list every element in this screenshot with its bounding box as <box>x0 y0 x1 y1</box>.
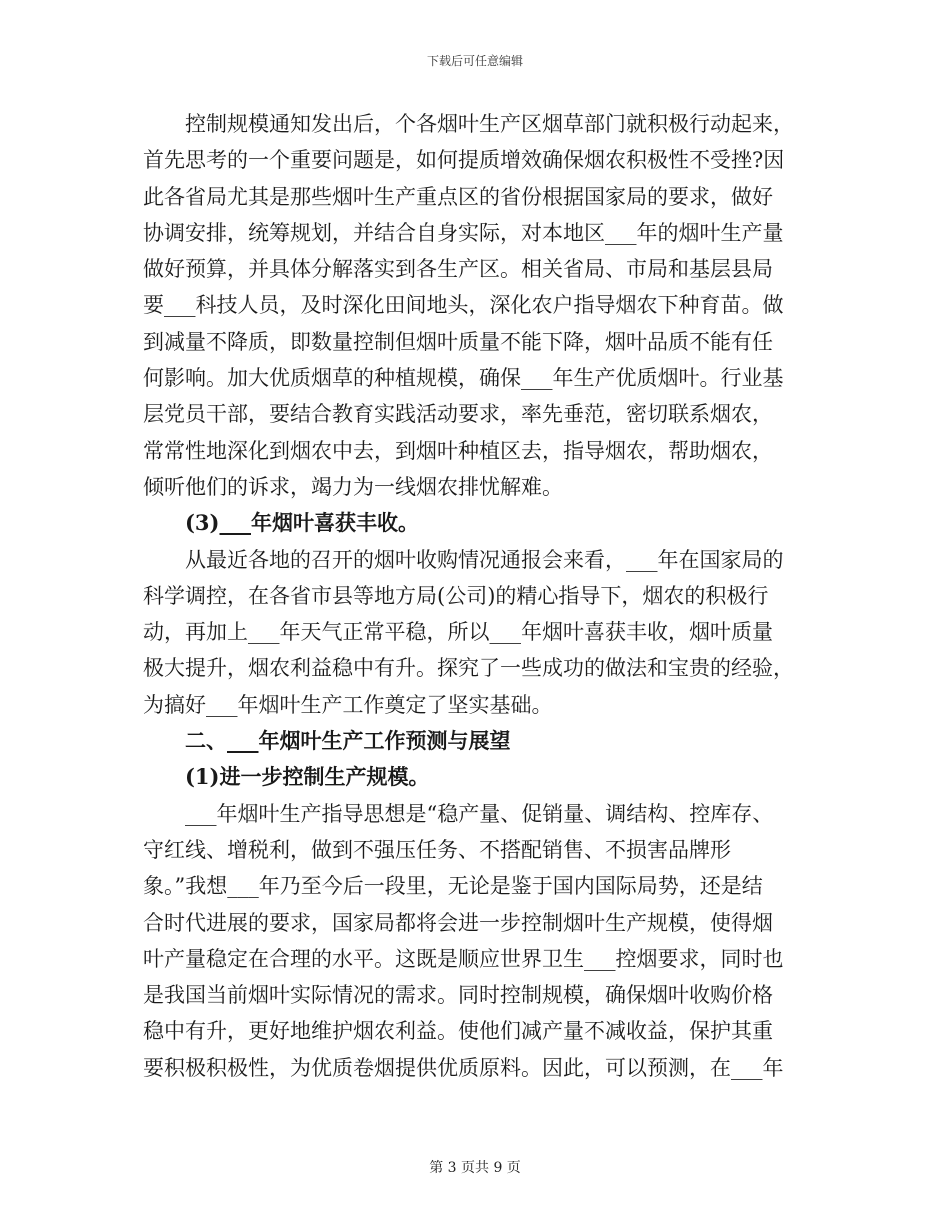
paragraph-line: 从最近各地的召开的烟叶收购情况通报会来看，___年在国家局的 <box>143 547 784 572</box>
paragraph-line: 倾听他们的诉求，竭力为一线烟农排忧解难。 <box>143 474 563 499</box>
paragraph-line: 守红线、增税利，做到不强压任务、不搭配销售、不损害品牌形 <box>143 837 731 862</box>
paragraph-line: 何影响。加大优质烟草的种植规模，确保___年生产优质烟叶。行业基 <box>143 366 784 391</box>
paragraph-line: 要积极积极性，为优质卷烟提供优质原料。因此，可以预测，在___年 <box>143 1055 784 1080</box>
page-header: 下载后可任意编辑 <box>426 54 523 68</box>
paragraph-line: 动，再加上___年天气正常平稳，所以___年烟叶喜获丰收，烟叶质量 <box>143 620 773 645</box>
paragraph-line: 此各省局尤其是那些烟叶生产重点区的省份根据国家局的要求，做好 <box>143 184 773 209</box>
paragraph-line: ___年烟叶生产指导思想是“稳产量、促销量、调结构、控库存、 <box>143 801 774 826</box>
paragraph-line: 做好预算，并具体分解落实到各生产区。相关省局、市局和基层县局 <box>143 257 773 282</box>
paragraph-line: 科学调控，在各省市县等地方局(公司)的精心指导下，烟农的积极行 <box>143 583 769 608</box>
page-footer: 第 3 页共 9 页 <box>429 1160 521 1176</box>
paragraph-line: 要___科技人员，及时深化田间地头，深化农户指导烟农下种育苗。做 <box>143 293 784 318</box>
paragraph-line: 象。”我想___年乃至今后一段里，无论是鉴于国内国际局势，还是结 <box>143 874 763 899</box>
paragraph-line: 是我国当前烟叶实际情况的需求。同时控制规模，确保烟叶收购价格 <box>143 983 773 1008</box>
paragraph-line: 协调安排，统筹规划，并结合自身实际，对本地区___年的烟叶生产量 <box>143 220 784 245</box>
section-heading-line: (3)___年烟叶喜获丰收。 <box>143 510 419 536</box>
paragraph-line: 极大提升，烟农利益稳中有升。探究了一些成功的做法和宝贵的经验， <box>143 656 794 681</box>
paragraph-line: 为搞好___年烟叶生产工作奠定了坚实基础。 <box>143 692 553 717</box>
section-heading-line: 二、___年烟叶生产工作预测与展望 <box>143 728 511 754</box>
paragraph-line: 首先思考的一个重要问题是，如何提质增效确保烟农积极性不受挫?因 <box>143 148 785 173</box>
section-heading-line: (1)进一步控制生产规模。 <box>143 764 430 790</box>
paragraph-line: 常常性地深化到烟农中去，到烟叶种植区去，指导烟农，帮助烟农， <box>143 438 773 463</box>
paragraph-line: 合时代进展的要求，国家局都将会进一步控制烟叶生产规模，使得烟 <box>143 910 773 935</box>
document-body <box>143 106 809 1086</box>
paragraph-line: 叶产量稳定在合理的水平。这既是顺应世界卫生___控烟要求，同时也 <box>143 946 784 971</box>
paragraph-line: 层党员干部，要结合教育实践活动要求，率先垂范，密切联系烟农， <box>143 402 773 427</box>
paragraph-line: 到减量不降质，即数量控制但烟叶质量不能下降，烟叶品质不能有任 <box>143 329 773 354</box>
paragraph-line: 稳中有升，更好地维护烟农利益。使他们减产量不减收益，保护其重 <box>143 1019 773 1044</box>
paragraph-line: 控制规模通知发出后，个各烟叶生产区烟草部门就积极行动起来， <box>143 112 794 136</box>
